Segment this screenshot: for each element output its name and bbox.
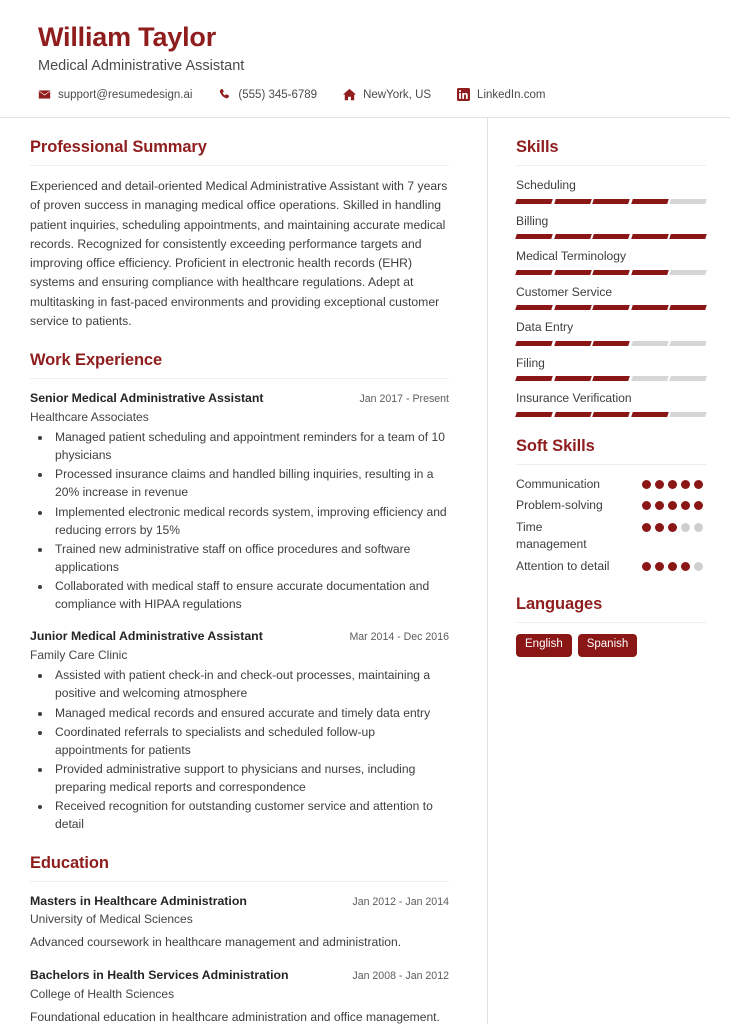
education-school: College of Health Sciences (30, 986, 175, 1001)
skill-bar-segment (631, 341, 668, 346)
skill-bar-segment (515, 270, 552, 275)
contact-location-text: NewYork, US (363, 88, 432, 101)
skill-item (516, 319, 706, 346)
bullet-item: • Collaborated with medical staff to ensure accurate documentation and compliance with HIPAA regulations (52, 577, 449, 613)
experience-date: Jan 2017 - Present (359, 393, 449, 406)
experience-entry (30, 390, 449, 613)
main-column (0, 118, 487, 1024)
skill-bar-segment (670, 341, 707, 346)
skill-level-bar (516, 341, 706, 346)
section-skills (516, 138, 706, 417)
contact-email[interactable] (38, 88, 192, 101)
skill-bar-segment (631, 234, 668, 239)
resume-header (0, 0, 730, 118)
rating-dot (642, 523, 651, 532)
bullet-item: • Received recognition for outstanding customer service and attention to detail (52, 797, 449, 833)
section-languages (516, 595, 706, 657)
skill-level-bar (516, 234, 706, 239)
rating-dot (655, 480, 664, 489)
section-title-languages: Languages (516, 595, 603, 614)
skill-bar-segment (515, 199, 552, 204)
skill-label: Data Entry (516, 320, 574, 335)
experience-entry-head (30, 390, 449, 408)
section-divider (30, 881, 449, 882)
skill-level-bar (516, 412, 706, 417)
skill-item (516, 284, 706, 311)
experience-list (30, 390, 449, 833)
soft-skill-label: Communication (516, 476, 601, 491)
candidate-job-title: Medical Administrative Assistant (38, 58, 245, 75)
experience-organization: Family Care Clinic (30, 648, 128, 663)
rating-dot (668, 523, 677, 532)
candidate-name: William Taylor (38, 22, 216, 52)
rating-dot (668, 480, 677, 489)
skill-item (516, 390, 706, 417)
skill-bar-segment (592, 376, 629, 381)
skill-level-bar (516, 305, 706, 310)
rating-dot (642, 501, 651, 510)
bullet-item: • Processed insurance claims and handled billing inquiries, resulting in a 20% increase in revenue (52, 465, 449, 501)
rating-dot (694, 480, 703, 489)
soft-skill-label: Problem-solving (516, 498, 603, 513)
rating-dot (655, 562, 664, 571)
education-description: Advanced coursework in healthcare management and administration. (30, 935, 402, 950)
skill-bar-segment (592, 412, 629, 417)
skill-bar-segment (515, 376, 552, 381)
skill-label: Insurance Verification (516, 391, 632, 406)
soft-skill-item (516, 476, 706, 494)
skill-bar-segment (670, 234, 707, 239)
bullet-item: • Managed patient scheduling and appointment reminders for a team of 10 physicians (52, 428, 449, 464)
bullet-item: • Managed medical records and ensured accurate and timely data entry (52, 704, 449, 722)
section-divider (30, 378, 449, 379)
section-title-experience: Work Experience (30, 351, 163, 370)
section-divider (516, 464, 706, 465)
language-tag: English (516, 634, 572, 657)
bullet-item: • Implemented electronic medical records system, improving efficiency and reducing errors by 15% (52, 503, 449, 539)
skill-bar-segment (592, 199, 629, 204)
resume-body (0, 118, 730, 1024)
rating-dot (642, 562, 651, 571)
education-degree: Bachelors in Health Services Administration (30, 967, 289, 982)
soft-skill-item (516, 558, 706, 576)
experience-role: Senior Medical Administrative Assistant (30, 391, 264, 406)
soft-skill-label: Time management (516, 519, 587, 552)
skill-bar-segment (515, 412, 552, 417)
soft-skill-rating (642, 519, 706, 532)
section-soft-skills (516, 437, 706, 576)
skill-bar-segment (670, 376, 707, 381)
contact-email-text: support@resumedesign.ai (58, 88, 193, 101)
contact-linkedin-text: LinkedIn.com (477, 88, 546, 101)
soft-skill-rating (642, 497, 706, 510)
education-description: Foundational education in healthcare administration and office management. (30, 1009, 440, 1024)
language-tag: Spanish (578, 634, 638, 657)
contact-location[interactable] (343, 88, 431, 101)
skill-bar-segment (515, 305, 552, 310)
skill-bar-segment (515, 341, 552, 346)
skill-label: Customer Service (516, 284, 613, 299)
soft-skills-list (516, 476, 706, 576)
experience-role: Junior Medical Administrative Assistant (30, 629, 263, 644)
rating-dot (681, 523, 690, 532)
skill-item (516, 355, 706, 382)
skill-bar-segment (670, 305, 707, 310)
skill-bar-segment (631, 199, 668, 204)
skill-bar-segment (670, 412, 707, 417)
skill-bar-segment (631, 270, 668, 275)
education-school: University of Medical Sciences (30, 912, 193, 927)
experience-date: Mar 2014 - Dec 2016 (349, 631, 449, 644)
skill-item (516, 213, 706, 240)
education-entry-head (30, 967, 449, 985)
skill-item (516, 248, 706, 275)
education-date: Jan 2012 - Jan 2014 (352, 895, 449, 908)
skill-bar-segment (670, 199, 707, 204)
experience-bullets (30, 428, 449, 613)
bullet-item: • Coordinated referrals to specialists and scheduled follow-up appointments for patients (52, 723, 449, 759)
bullet-item: • Trained new administrative staff on office procedures and software applications (52, 540, 449, 576)
linkedin-icon (457, 88, 470, 101)
experience-entry-head (30, 628, 449, 646)
skill-level-bar (516, 199, 706, 204)
education-entry-head (30, 893, 449, 911)
skill-bar-segment (631, 412, 668, 417)
section-title-summary: Professional Summary (30, 138, 207, 157)
skill-label: Filing (516, 355, 545, 370)
rating-dot (655, 501, 664, 510)
summary-text: Experienced and detail-oriented Medical Administrative Assistant with 7 years of proven success in managing medical office operations. Skilled in handling patient inquiries, scheduling appointments, and maintaining accurate medical records. Recognized for consistently exceeding performance targets and improving office efficiency. Proficient in electronic health records (EHR) systems and ensuring compliance with healthcare regulations. Adept at multitasking in fast-paced environments and providing exceptional customer service to patients. (30, 179, 448, 328)
contact-phone[interactable] (218, 88, 317, 101)
section-title-education: Education (30, 853, 109, 872)
skill-bar-segment (631, 376, 668, 381)
skill-bar-segment (554, 305, 591, 310)
section-title-soft-skills: Soft Skills (516, 436, 595, 455)
skill-bar-segment (554, 270, 591, 275)
skills-list (516, 177, 706, 417)
section-divider (30, 165, 449, 166)
skill-label: Scheduling (516, 178, 576, 193)
bullet-item: • Provided administrative support to physicians and nurses, including preparing medical reports and correspondence (52, 760, 449, 796)
soft-skill-item (516, 497, 706, 515)
section-title-skills: Skills (516, 138, 559, 157)
section-education (30, 854, 449, 1024)
rating-dot (668, 501, 677, 510)
skill-bar-segment (554, 412, 591, 417)
section-divider (516, 622, 706, 623)
section-professional-summary (30, 138, 449, 331)
contact-linkedin[interactable] (457, 88, 545, 101)
soft-skill-rating (642, 558, 706, 571)
envelope-icon (38, 88, 51, 101)
rating-dot (694, 523, 703, 532)
soft-skill-item (516, 519, 706, 554)
rating-dot (642, 480, 651, 489)
education-entry (30, 967, 449, 1024)
contact-phone-text: (555) 345-6789 (238, 88, 318, 101)
rating-dot (681, 480, 690, 489)
skill-level-bar (516, 376, 706, 381)
skill-bar-segment (554, 199, 591, 204)
rating-dot (694, 562, 703, 571)
home-icon (343, 88, 356, 101)
sidebar-column (487, 118, 730, 1024)
rating-dot (668, 562, 677, 571)
skill-bar-segment (515, 234, 552, 239)
skill-bar-segment (592, 305, 629, 310)
bullet-item: • Assisted with patient check-in and check-out processes, maintaining a positive and welcoming atmosphere (52, 666, 449, 702)
skill-label: Medical Terminology (516, 249, 627, 264)
skill-level-bar (516, 270, 706, 275)
skill-label: Billing (516, 213, 549, 228)
skill-bar-segment (554, 234, 591, 239)
soft-skill-label: Attention to detail (516, 558, 610, 573)
rating-dot (694, 501, 703, 510)
section-work-experience (30, 351, 449, 833)
rating-dot (681, 562, 690, 571)
experience-organization: Healthcare Associates (30, 410, 149, 424)
skill-bar-segment (592, 341, 629, 346)
skill-bar-segment (554, 376, 591, 381)
skill-bar-segment (670, 270, 707, 275)
education-list (30, 893, 449, 1024)
skill-bar-segment (592, 270, 629, 275)
education-entry (30, 893, 449, 952)
rating-dot (681, 501, 690, 510)
skill-bar-segment (592, 234, 629, 239)
contact-row (38, 88, 692, 101)
skill-bar-segment (631, 305, 668, 310)
skill-item (516, 177, 706, 204)
education-degree: Masters in Healthcare Administration (30, 893, 247, 908)
languages-list (516, 634, 706, 657)
experience-bullets (30, 666, 449, 833)
education-date: Jan 2008 - Jan 2012 (352, 969, 449, 982)
section-divider (516, 165, 706, 166)
rating-dot (655, 523, 664, 532)
soft-skill-rating (642, 476, 706, 489)
skill-bar-segment (554, 341, 591, 346)
phone-icon (218, 88, 231, 101)
experience-entry (30, 628, 449, 833)
